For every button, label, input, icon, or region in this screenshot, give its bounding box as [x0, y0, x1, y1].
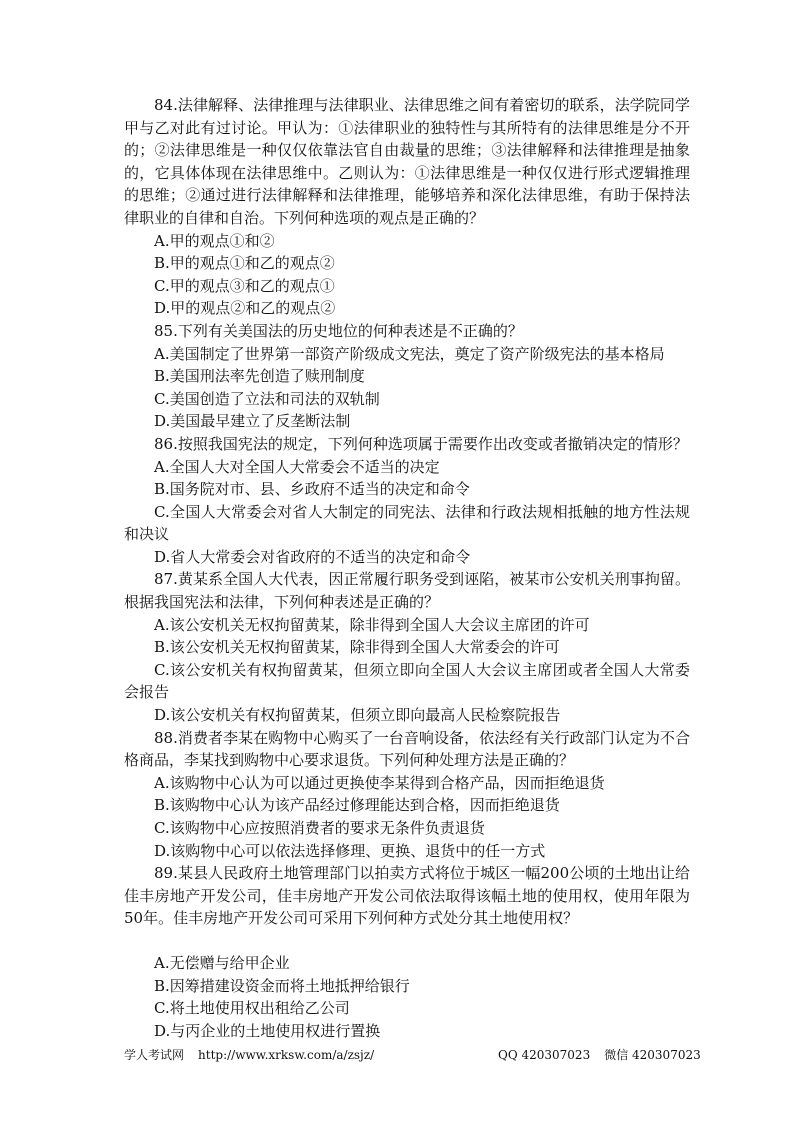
question-85 — [124, 320, 690, 433]
site-url-link[interactable]: http://www.xrksw.com/a/zsjz/ — [198, 1048, 375, 1062]
question-stem: 88.消费者李某在购物中心购买了一台音响设备，依法经有关行政部门认定为不合格商品，李某找到购物中心要求退货。下列何种处理方法是正确的？ — [124, 728, 690, 770]
question-88 — [124, 727, 690, 863]
option-d: D.省人大常委会对省政府的不适当的决定和命令 — [154, 547, 471, 566]
option-a: A.无偿赠与给甲企业 — [154, 953, 290, 972]
option-a: A.全国人大对全国人大常委会不适当的决定 — [154, 457, 440, 476]
option-d: D.与丙企业的土地使用权进行置换 — [154, 1021, 381, 1040]
option-a: A.该公安机关无权拘留黄某，除非得到全国人大会议主席团的许可 — [154, 615, 590, 634]
question-84 — [124, 94, 690, 320]
option-c: C.甲的观点③和乙的观点① — [154, 276, 335, 295]
option-d: D.甲的观点②和乙的观点② — [154, 299, 336, 318]
option-a: A.甲的观点①和② — [154, 231, 275, 250]
option-c: C.美国创造了立法和司法的双轨制 — [154, 389, 380, 408]
question-87 — [124, 568, 690, 726]
option-d: D.该公安机关有权拘留黄某，但须立即向最高人民检察院报告 — [154, 706, 561, 725]
option-c: C.将土地使用权出租给乙公司 — [154, 999, 350, 1018]
question-stem: 85.下列有关美国法的历史地位的何种表述是不正确的？ — [154, 321, 523, 340]
wechat-contact: 微信 420307023 — [604, 1048, 701, 1062]
spacer — [124, 930, 690, 952]
option-d: D.该购物中心可以依法选择修理、更换、退货中的任一方式 — [154, 841, 546, 860]
question-stem: 86.按照我国宪法的规定，下列何种选项属于需要作出改变或者撤销决定的情形？ — [154, 434, 688, 453]
question-89 — [124, 862, 690, 1042]
option-b: B.甲的观点①和乙的观点② — [154, 254, 335, 273]
option-c: C.该购物中心应按照消费者的要求无条件负责退货 — [154, 819, 485, 837]
site-name: 学人考试网 — [124, 1048, 185, 1062]
question-stem: 89.某县人民政府土地管理部门以拍卖方式将位于城区一幅200公顷的土地出让给佳丰房地产开发公司，佳丰房地产开发公司依法取得该幅土地的使用权，使用年限为50年。佳丰房地产开发公司可采用下列何种方式处分其土地使用权？ — [124, 864, 690, 928]
footer-left — [124, 1047, 374, 1063]
option-b: B.国务院对市、县、乡政府不适当的决定和命令 — [154, 480, 470, 499]
option-d: D.美国最早建立了反垄断法制 — [154, 412, 351, 431]
option-c: C.该公安机关有权拘留黄某，但须立即向全国人大会议主席团或者全国人大常委会报告 — [124, 660, 690, 702]
footer-right — [498, 1047, 701, 1063]
option-a: A.美国制定了世界第一部资产阶级成文宪法，奠定了资产阶级宪法的基本格局 — [154, 344, 665, 363]
option-b: B.该公安机关无权拘留黄某，除非得到全国人大常委会的许可 — [154, 638, 560, 657]
option-a: A.该购物中心认为可以通过更换使李某得到合格产品，因而拒绝退货 — [154, 773, 605, 792]
option-c: C.全国人大常委会对省人大制定的同宪法、法律和行政法规相抵触的地方性法规和决议 — [124, 502, 690, 544]
question-stem: 87.黄某系全国人大代表，因正常履行职务受到诬陷，被某市公安机关刑事拘留。根据我国宪法和法律，下列何种表述是正确的？ — [124, 570, 690, 612]
question-86 — [124, 433, 690, 569]
qq-contact: QQ 420307023 — [498, 1048, 591, 1062]
option-b: B.美国刑法率先创造了赎刑制度 — [154, 367, 365, 386]
option-b: B.该购物中心认为该产品经过修理能达到合格，因而拒绝退货 — [154, 796, 560, 815]
option-b: B.因筹措建设资金而将土地抵押给银行 — [154, 976, 410, 995]
question-stem: 84.法律解释、法律推理与法律职业、法律思维之间有着密切的联系，法学院同学甲与乙对此有过讨论。甲认为：①法律职业的独特性与其所特有的法律思维是分不开的；②法律思维是一种仅仅依靠法官自由裁量的思维；③法律解释和法律推理是抽象的，它具体体现在法律思维中。乙则认为：①法律思维是一种仅仅进行形式逻辑推理的思维；②通过进行法律解释和法律推理，能够培养和深化法律思维，有助于保持法律职业的自律和自治。下列何种选项的观点是正确的？ — [124, 96, 690, 227]
document-body — [124, 94, 690, 1042]
